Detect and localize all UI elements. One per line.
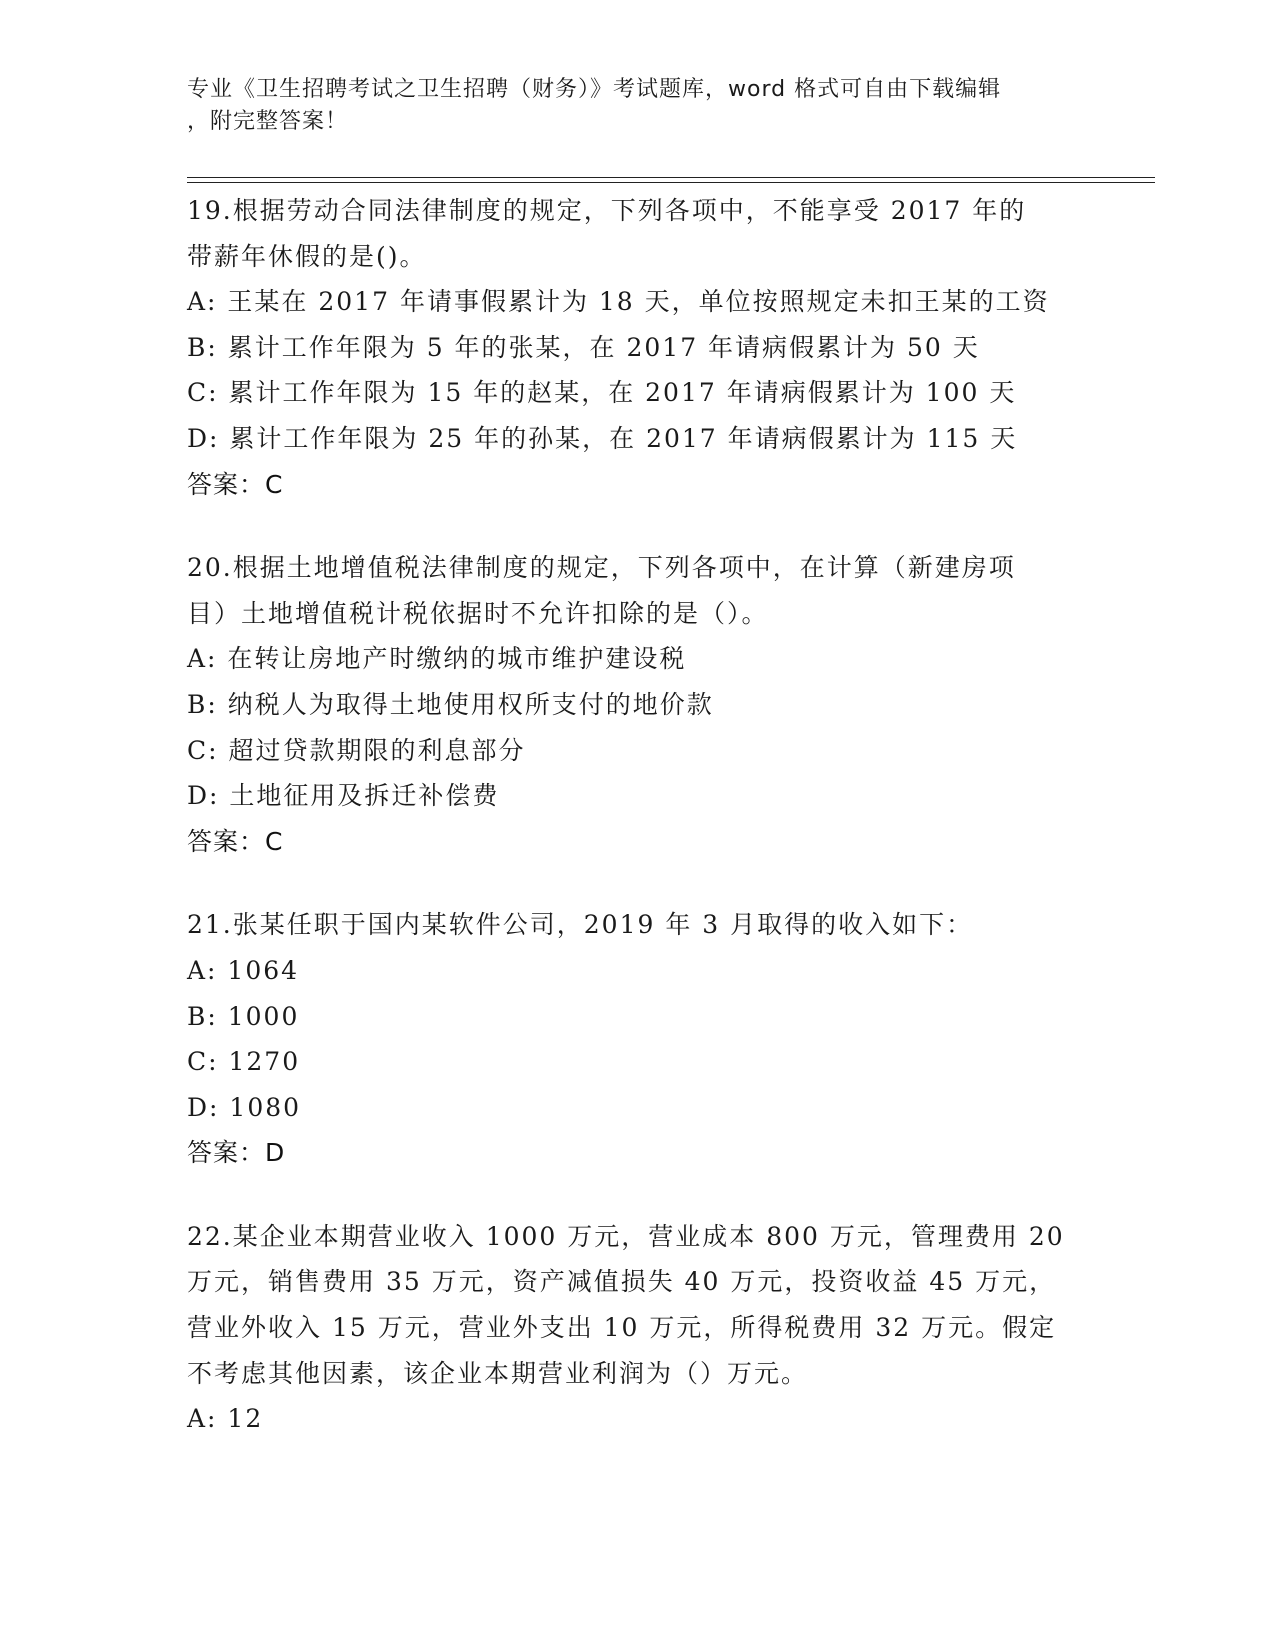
question-21 xyxy=(187,902,1087,1176)
option-d: D: 1080 xyxy=(187,1092,302,1122)
document-header xyxy=(187,74,1087,138)
question-stem: 带薪年休假的是()。 xyxy=(187,241,427,271)
question-stem: 21.张某任职于国内某软件公司，2019 年 3 月取得的收入如下： xyxy=(187,910,974,940)
option-c: C: 累计工作年限为 15 年的赵某，在 2017 年请病假累计为 100 天 xyxy=(187,378,1017,408)
header-line: ，附完整答案！ xyxy=(187,109,349,134)
question-list xyxy=(187,188,1087,1480)
question-stem: 20.根据土地增值税法律制度的规定，下列各项中，在计算（新建房项 xyxy=(187,553,1016,583)
option-d: D: 土地征用及拆迁补偿费 xyxy=(187,781,500,811)
option-b: B: 累计工作年限为 5 年的张某，在 2017 年请病假累计为 50 天 xyxy=(187,332,980,362)
question-stem: 22.某企业本期营业收入 1000 万元，营业成本 800 万元，管理费用 20 xyxy=(187,1221,1065,1251)
header-divider-bottom xyxy=(187,182,1155,183)
question-stem: 万元，销售费用 35 万元，资产减值损失 40 万元，投资收益 45 万元， xyxy=(187,1267,1057,1297)
option-a: A: 王某在 2017 年请事假累计为 18 天，单位按照规定未扣王某的工资 xyxy=(187,287,1050,317)
option-a: A: 在转让房地产时缴纳的城市维护建设税 xyxy=(187,644,687,674)
option-c: C: 超过贷款期限的利息部分 xyxy=(187,735,526,765)
question-stem: 营业外收入 15 万元，营业外支出 10 万元，所得税费用 32 万元。假定 xyxy=(187,1313,1057,1343)
header-line: 专业《卫生招聘考试之卫生招聘（财务）》考试题库，word 格式可自由下载编辑 xyxy=(187,77,1002,102)
option-b: B: 1000 xyxy=(187,1001,300,1031)
question-22 xyxy=(187,1214,1087,1442)
answer: 答案：C xyxy=(187,826,284,856)
question-20 xyxy=(187,545,1087,864)
option-a: A: 12 xyxy=(187,1404,264,1434)
option-d: D: 累计工作年限为 25 年的孙某，在 2017 年请病假累计为 115 天 xyxy=(187,423,1018,453)
answer: 答案：D xyxy=(187,1138,286,1168)
header-divider-top xyxy=(187,177,1155,178)
option-b: B: 纳税人为取得土地使用权所支付的地价款 xyxy=(187,689,714,719)
question-stem: 目）土地增值税计税依据时不允许扣除的是（）。 xyxy=(187,598,769,628)
answer: 答案：C xyxy=(187,469,284,499)
question-stem: 19.根据劳动合同法律制度的规定，下列各项中，不能享受 2017 年的 xyxy=(187,196,1027,225)
option-c: C: 1270 xyxy=(187,1047,301,1077)
question-19 xyxy=(187,188,1087,507)
option-a: A: 1064 xyxy=(187,955,300,985)
question-stem: 不考虑其他因素，该企业本期营业利润为（）万元。 xyxy=(187,1358,809,1388)
